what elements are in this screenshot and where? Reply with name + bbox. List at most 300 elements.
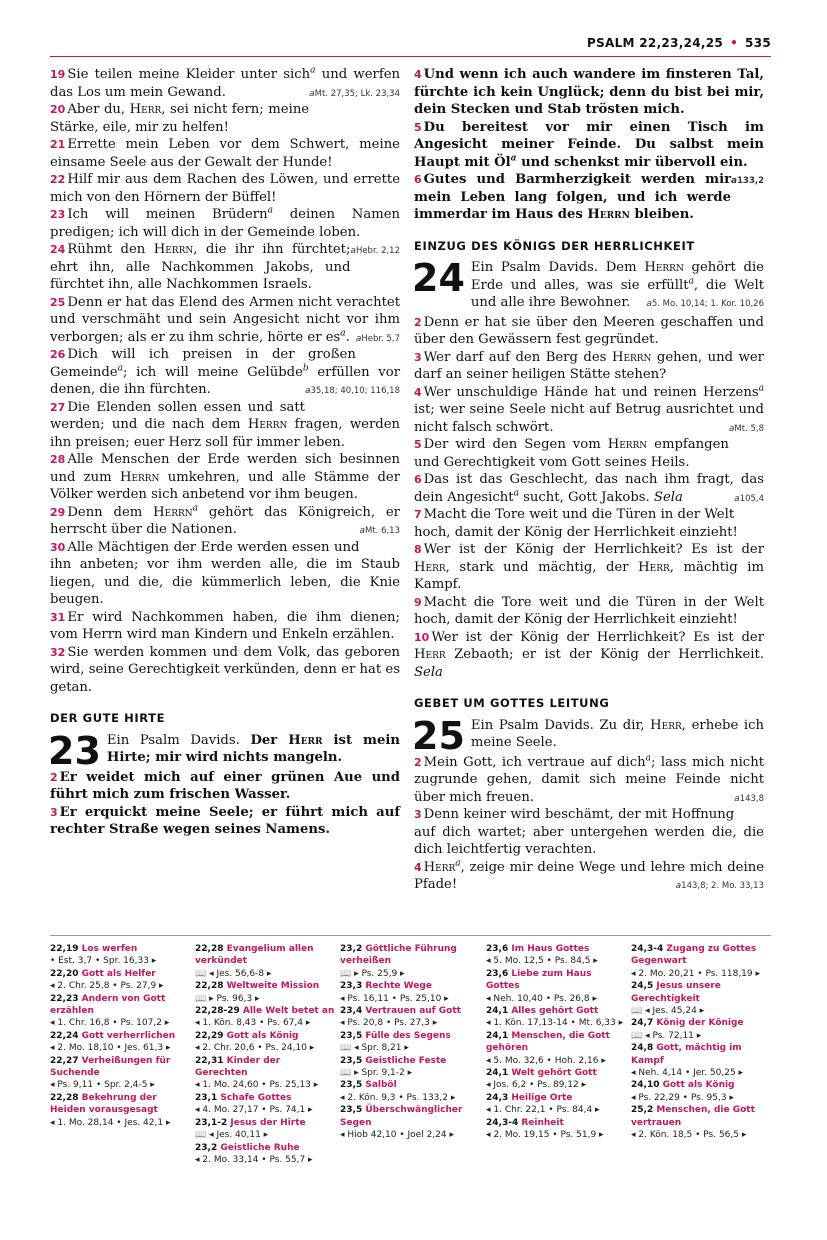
footnote-marker: a — [267, 205, 273, 216]
footnote-rule — [50, 935, 771, 936]
footnote-reference: 24,1 — [486, 1068, 512, 1079]
psalm-number: 23 — [48, 728, 101, 773]
small-caps-lord: Herrn — [611, 349, 652, 365]
footnote-topic: Fülle des Segens — [365, 1030, 451, 1041]
footnote-reference: 23,6 — [486, 968, 512, 979]
cross-reference: aHebr. 5,7 — [355, 333, 400, 344]
cross-reference-marker: a — [675, 881, 682, 891]
small-caps-lord: Herrn — [153, 504, 193, 520]
psalm-opening: 25 Ein Psalm Davids. Zu dir, Herr, erhebe ich meine Seele. — [412, 713, 764, 758]
footnote-reference: 22,28 — [195, 944, 227, 954]
verse-number: 6 — [414, 173, 422, 186]
footnote-entry — [631, 1042, 771, 1079]
verse: 8 Wer ist der König der Herrlichkeit? Es ist der Herr, stark und mächtig, der Herr, mächtig im Kampf. — [414, 542, 764, 592]
footnote-title — [195, 1117, 335, 1129]
verse: 28 Alle Menschen der Erde werden sich besinnen und zum Herrn umkehren, und alle Stämme der Völker werden sich anbetend vor ihm beugen. — [50, 452, 400, 502]
footnote-marker: a — [340, 328, 346, 339]
footnote-reference: 22,27 — [50, 1055, 82, 1066]
footnote-topic: Alle Welt betet an — [242, 1006, 335, 1017]
footnote-title — [50, 968, 190, 980]
footnote-topic: Liebe zum Haus Gottes — [486, 968, 592, 992]
footnote-marker: a — [688, 276, 694, 287]
verse-number: 7 — [414, 508, 422, 521]
verse: 3 Denn keiner wird beschämt, der mit Hoffnung auf dich wartet; aber untergehen werden die, die dich leichtfertig verachten. — [414, 807, 764, 857]
footnote-topic: Alles gehört Gott — [511, 1006, 599, 1017]
footnote-entry — [486, 943, 626, 968]
verse: 26 Dich will ich preisen in der großen Gemeinde$^a$; ich will meine Gelübde$^b$ erfüllen vor denen, die ihn fürchten. a35,18; 40,10; 116,18 — [50, 346, 400, 399]
footnote-reference: 24,8 — [631, 1043, 657, 1054]
footnote-marker: a — [455, 858, 461, 869]
footnote-topic: Heilige Orte — [511, 1092, 573, 1103]
footnote-reference: 23,4 — [340, 1006, 366, 1017]
cross-reference: aMt. 27,35; Lk. 23,34 — [309, 88, 400, 99]
footnote-topic: Gott als Helfer — [81, 968, 156, 979]
cross-reference: a143,8 — [734, 793, 764, 804]
footnote-crossrefs: 📖 ◂ Ps. 72,11 ▸ — [631, 1030, 702, 1041]
footnote-crossrefs: ◂ 5. Mo. 32,6 • Hoh. 2,16 ▸ — [486, 1055, 606, 1066]
footnote-reference: 24,3 — [486, 1092, 512, 1103]
footnote-entry — [195, 1142, 335, 1167]
footnote-title — [50, 1055, 190, 1080]
footnote-entry — [195, 1005, 335, 1030]
verse-number: 3 — [414, 350, 422, 364]
footnote-topic: Geistliche Feste — [365, 1055, 447, 1066]
footnote-topic: Göttliche Führung verheißen — [340, 944, 457, 967]
verse: 25 Denn er hat das Elend des Armen nicht verachtet und verschmäht und sein Angesicht nicht vor ihm verborgen; als er zu ihm schrie, hörte er es$^a$. aHebr. 5,7 — [50, 294, 400, 347]
footnote-marker: a — [510, 153, 517, 164]
footnote-entry — [631, 943, 771, 980]
footnote-topic: Kinder der Gerechten — [195, 1055, 281, 1079]
small-caps-lord: Herrn — [587, 207, 630, 222]
footnote-topic: Menschen, die Gott vertrauen — [631, 1105, 755, 1128]
footnote-topic: Gott als König — [662, 1080, 735, 1091]
verse-number: 25 — [50, 295, 66, 309]
footnote-crossrefs: ◂ 4. Mo. 27,17 • Ps. 74,1 ▸ — [195, 1105, 313, 1116]
verse: 5 Der wird den Segen vom Herrn empfangen und Gerechtigkeit vom Gott seines Heils. — [414, 437, 729, 470]
footnote-entry — [340, 1079, 480, 1104]
verse-number: 5 — [414, 120, 422, 134]
footnote-reference: 23,6 — [486, 944, 512, 954]
footnote-reference: 24,1 — [486, 1006, 512, 1017]
verse: 19 Sie teilen meine Kleider unter sich$^a$ und werfen das Los um mein Gewand. aMt. 27,35; Lk. 23,34 — [50, 66, 400, 101]
footnote-entry — [50, 1092, 190, 1129]
verse: 23 Ich will meinen Brüdern$^a$ deinen Namen predigen; ich will dich in der Gemeinde loben. aHebr. 2,12 — [50, 206, 400, 241]
cross-reference: aMt. 6,13 — [359, 526, 400, 536]
footnote-crossrefs: 📖 ◂ Spr. 8,21 ▸ — [340, 1043, 409, 1054]
verse: 5 Du bereitest vor mir einen Tisch im Angesicht meiner Feinde. Du salbst mein Haupt mit Öl$^a$ und schenkst mir übervoll ein. a133,2 — [414, 119, 764, 172]
verse: 4 Herr$^a$, zeige mir deine Wege und lehre mich deine Pfade! a143,8; 2. Mo. 33,13 — [414, 859, 764, 894]
footnote-reference: 22,28 — [195, 981, 227, 992]
verse: 24 Rühmt den Herrn, die ihr ihn fürchtet; ehrt ihn, alle Nachkommen Jakobs, und fürchtet ihn, alle Nachkommen Israels. — [50, 242, 351, 292]
footnote-crossrefs: ◂ 1. Kön. 17,13-14 • Mt. 6,33 ▸ — [486, 1018, 624, 1029]
footnote-reference: 23,5 — [340, 1080, 366, 1091]
cross-reference: aHebr. 2,12 — [350, 246, 400, 256]
footnote-topic: Jesus unsere Gerechtigkeit — [631, 981, 721, 1004]
footnote-column — [195, 943, 335, 1166]
verse: 2 Denn er hat sie über den Meeren geschaffen und über den Gewässern fest gegründet. — [414, 314, 764, 347]
verse-number: 24 — [50, 243, 66, 256]
footnote-reference: 24,5 — [631, 981, 657, 992]
psalm-number: 24 — [412, 256, 465, 300]
verse-number: 29 — [50, 505, 66, 519]
footnote-title — [195, 1092, 335, 1104]
footnote-crossrefs: ◂ Neh. 4,14 • Jer. 50,25 ▸ — [631, 1068, 744, 1079]
footnote-title — [631, 980, 771, 1005]
footnote-entry — [486, 1067, 626, 1092]
sela-marker: Sela — [414, 664, 443, 680]
verse: 2 Er weidet mich auf einer grünen Aue und führt mich zum frischen Wasser. — [50, 769, 400, 802]
footnote-crossrefs: ◂ 1. Mo. 28,14 • Jes. 42,1 ▸ — [50, 1117, 171, 1128]
footnote-crossrefs: ◂ Ps. 16,11 • Ps. 25,10 ▸ — [340, 993, 449, 1004]
verse-number: 2 — [50, 770, 58, 784]
footnote-entry — [50, 943, 190, 968]
footnote-title — [340, 1079, 480, 1091]
footnote-entry — [340, 1055, 480, 1080]
footnote-reference: 22,24 — [50, 1030, 82, 1041]
footnote-column — [631, 943, 771, 1142]
verse-number: 5 — [414, 438, 422, 451]
cross-reference: a105,4 — [734, 493, 764, 504]
verse-number: 2 — [414, 315, 422, 329]
footnote-topic: Bekehrung der Heiden vorausgesagt — [50, 1092, 158, 1116]
footnote-entry — [486, 1030, 626, 1067]
footnote-crossrefs: • Est. 3,7 • Spr. 16,33 ▸ — [50, 956, 157, 967]
footnote-crossrefs: ◂ Jos. 6,2 • Ps. 89,12 ▸ — [486, 1080, 587, 1091]
footnote-title — [631, 943, 771, 968]
verse: 29 Denn dem Herrn$^a$ gehört das Königreich, er herrscht über die Nationen. aMt. 6,13 — [50, 504, 400, 539]
footnote-topic: Andern von Gott erzählen — [50, 993, 166, 1017]
footnote-title — [486, 1005, 626, 1017]
footnote-title — [486, 1117, 626, 1129]
footnote-title — [195, 1055, 335, 1080]
running-header — [587, 36, 771, 50]
cross-reference: aMt. 5,8 — [728, 423, 764, 434]
footnote-crossrefs: 📖 ◂ Jes. 56,6-8 ▸ — [195, 968, 272, 979]
footnote-title — [50, 1092, 190, 1117]
verse-number: 8 — [414, 543, 422, 556]
footnote-reference: 22,20 — [50, 968, 82, 979]
footnote-topic: Weltweite Mission — [226, 981, 320, 992]
cross-reference-marker: a — [304, 386, 311, 396]
footnote-topic: Menschen, die Gott gehören — [486, 1030, 610, 1054]
footnote-entry — [631, 1017, 771, 1042]
cross-reference-marker: a — [734, 493, 740, 504]
verse-number: 27 — [50, 400, 66, 414]
footnote-marker: b — [302, 363, 309, 374]
verse-number: 26 — [50, 348, 66, 361]
footnote-reference: 22,19 — [50, 944, 82, 954]
verse-bold: Der Herr ist mein Hirte; mir wird nichts mangeln. — [106, 732, 400, 765]
footnote-topic: König der Könige — [656, 1018, 744, 1029]
footnote-title — [486, 943, 626, 955]
footnote-column — [486, 943, 626, 1142]
footnote-crossrefs: 📖 ▸ Ps. 96,3 ▸ — [195, 993, 260, 1004]
footnote-title — [631, 1017, 771, 1029]
verse-number: 21 — [50, 138, 66, 151]
footnote-entry — [195, 1030, 335, 1055]
footnote-topic: Welt gehört Gott — [511, 1068, 597, 1079]
footnote-crossrefs: ◂ 2. Mo. 19,15 • Ps. 51,9 ▸ — [486, 1130, 604, 1141]
footnote-topic: Los werfen — [81, 944, 138, 954]
footnote-title — [631, 1104, 771, 1129]
footnote-entry — [486, 968, 626, 1005]
small-caps-lord: Herrn — [153, 242, 194, 257]
footnote-topic: Rechte Wege — [365, 981, 432, 992]
footnote-marker: a — [758, 383, 764, 394]
footnote-topic: Gott, mächtig im Kampf — [631, 1043, 742, 1066]
footnote-entry — [340, 1030, 480, 1055]
verse-number: 4 — [414, 860, 422, 874]
cross-reference: a5. Mo. 10,14; 1. Kor. 10,26 — [646, 299, 764, 309]
footnote-reference: 24,3-4 — [631, 944, 667, 954]
footnote-crossrefs: 📖 ▸ Spr. 9,1-2 ▸ — [340, 1068, 413, 1079]
section-heading: DER GUTE HIRTE — [50, 711, 166, 725]
footnote-topic: Gott als König — [226, 1030, 299, 1041]
footnote-title — [486, 1030, 626, 1055]
verse-number: 9 — [414, 595, 422, 609]
footnote-reference: 24,3-4 — [486, 1117, 522, 1128]
footnote-entry — [631, 980, 771, 1017]
verse: 3 Er erquickt meine Seele; er führt mich auf rechter Straße wegen seines Namens. — [50, 804, 400, 837]
footnote-crossrefs: ◂ 1. Chr. 22,1 • Ps. 84,4 ▸ — [486, 1105, 600, 1116]
footnote-crossrefs: ◂ Ps. 22,29 • Ps. 95,3 ▸ — [631, 1092, 734, 1103]
verse-number: 32 — [50, 645, 66, 659]
verse: 22 Hilf mir aus dem Rachen des Löwen, und errette mich von den Hörnern der Büffel! — [50, 172, 400, 205]
footnote-marker: a — [117, 363, 123, 374]
footnote-entry — [195, 1055, 335, 1092]
footnote-crossrefs: ◂ Neh. 10,40 • Ps. 26,8 ▸ — [486, 993, 597, 1004]
cross-reference-marker: a — [731, 176, 738, 186]
footnote-title — [195, 1142, 335, 1154]
footnote-title — [340, 1005, 480, 1017]
verse: 6 Gutes und Barmherzigkeit werden mir mein Leben lang folgen, und ich werde immerdar im Haus des Herrn bleiben. — [414, 172, 732, 222]
footnote-entry — [195, 1117, 335, 1142]
footnote-crossrefs: 📖 ◂ Jes. 40,11 ▸ — [195, 1130, 269, 1141]
footnote-crossrefs: ◂ 2. Mo. 33,14 • Ps. 55,7 ▸ — [195, 1154, 313, 1165]
cross-reference-marker: a — [355, 333, 362, 344]
verse: 4 Und wenn ich auch wandere im finsteren Tal, fürchte ich kein Unglück; denn du bist bei mir, dein Stecken und Stab trösten mich. — [414, 67, 764, 117]
cross-reference-marker: a — [646, 299, 652, 309]
footnote-entry — [486, 1005, 626, 1030]
footnote-topic: Reinheit — [521, 1117, 564, 1128]
verse: 3 Wer darf auf den Berg des Herrn gehen, und wer darf an seiner heiligen Stätte stehen? — [414, 349, 764, 382]
small-caps-lord: Herrn — [644, 260, 684, 275]
section-heading: GEBET UM GOTTES LEITUNG — [414, 696, 610, 710]
footnote-marker: a — [645, 753, 651, 764]
verse-number: 3 — [50, 805, 58, 819]
footnote-crossrefs: ◂ 1. Chr. 16,8 • Ps. 107,2 ▸ — [50, 1018, 170, 1029]
footnote-title — [340, 1055, 480, 1067]
footnote-entry — [195, 1092, 335, 1117]
verse: 30 Alle Mächtigen der Erde werden essen und ihn anbeten; vor ihm werden alle, die im Staub liegen, und die, die kümmerlich leben, die Knie beugen. — [50, 539, 400, 607]
header-rule — [50, 56, 771, 57]
footnote-reference: 23,1-2 — [195, 1117, 231, 1128]
footnote-reference: 23,2 — [340, 944, 366, 954]
footnote-title — [50, 1030, 190, 1042]
footnote-reference: 22,28 — [50, 1092, 82, 1103]
footnote-crossrefs: ◂ Ps. 20,8 • Ps. 27,3 ▸ — [340, 1018, 438, 1029]
verse-number: 4 — [414, 68, 422, 81]
footnote-topic: Evangelium allen verkündet — [195, 944, 314, 967]
footnote-marker: a — [513, 488, 519, 499]
verse: 6 Das ist das Geschlecht, das nach ihm fragt, das dein Angesicht$^a$ sucht, Gott Jakobs. Sela a105,4 — [414, 471, 764, 506]
verse-number: 31 — [50, 610, 66, 624]
small-caps-lord: Herrn — [607, 437, 648, 452]
footnote-title — [631, 1042, 771, 1067]
verse-number: 4 — [414, 385, 422, 399]
cross-reference: a133,2 — [731, 176, 764, 186]
footnote-title — [486, 1092, 626, 1104]
verse: 10 Wer ist der König der Herrlichkeit? Es ist der Herr Zebaoth; er ist der König der Herrlichkeit. Sela — [414, 629, 764, 680]
psalm-opening: 23 Ein Psalm Davids. Der Herr ist mein Hirte; mir wird nichts mangeln. — [48, 728, 400, 773]
cross-reference: a35,18; 40,10; 116,18 — [304, 386, 400, 396]
verse: 7 Macht die Tore weit und die Türen in der Welt hoch, damit der König der Herrlichkeit einzieht! — [414, 507, 738, 540]
footnote-reference: 25,2 — [631, 1105, 657, 1116]
cross-reference-marker: a — [309, 88, 315, 99]
page-number: 535 — [745, 36, 771, 50]
footnote-topic: Im Haus Gottes — [511, 944, 590, 954]
verse-number: 6 — [414, 473, 422, 486]
footnote-title — [195, 1005, 335, 1017]
small-caps-lord: Herr — [423, 859, 456, 875]
left-column — [50, 66, 400, 839]
footnote-reference: 23,3 — [340, 981, 366, 992]
small-caps-lord: Herr — [650, 717, 682, 733]
footnote-reference: 22,31 — [195, 1055, 227, 1066]
footnote-title — [486, 1067, 626, 1079]
verse-number: 3 — [414, 808, 422, 821]
small-caps-lord: Herr — [414, 647, 446, 662]
verse: 20 Aber du, Herr, sei nicht fern; meine Stärke, eile, mir zu helfen! — [50, 102, 310, 135]
footnote-crossrefs: ◂ 2. Chr. 20,6 • Ps. 24,10 ▸ — [195, 1043, 315, 1054]
cross-reference-marker: a — [359, 526, 365, 536]
verse: 4 Wer unschuldige Hände hat und reinen Herzens$^a$ ist; wer seine Seele nicht auf Betrug ausrichtet und nicht falsch schwört. aMt. 5,8 — [414, 384, 764, 437]
verse: 31 Er wird Nachkommen haben, die ihm dienen; vom Herrn wird man Kindern und Enkeln erzählen. — [50, 609, 400, 642]
footnote-entry — [50, 993, 190, 1030]
footnote-crossrefs: ◂ 2. Mo. 18,10 • Jes. 61,3 ▸ — [50, 1043, 171, 1054]
verse-number: 20 — [50, 103, 66, 116]
footnote-topic: Überschwänglicher Segen — [340, 1105, 463, 1128]
footnote-topic: Salböl — [365, 1080, 397, 1091]
footnote-title — [631, 1079, 771, 1091]
footnote-entry — [631, 1104, 771, 1141]
small-caps-lord: Herr — [129, 102, 162, 117]
footnote-entry — [486, 1117, 626, 1142]
cross-reference-marker: a — [728, 423, 735, 434]
footnote-marker: a — [192, 503, 199, 514]
footnote-entry — [50, 968, 190, 993]
footnote-crossrefs: ◂ 2. Kön. 9,3 • Ps. 133,2 ▸ — [340, 1092, 456, 1103]
footnote-title — [195, 980, 335, 992]
footnote-title — [50, 993, 190, 1018]
psalm-opening: 24 Ein Psalm Davids. Dem Herrn gehört die Erde und alles, was sie erfüllt$^a$, die Welt und alle ihre Bewohner. a5. Mo. 10,14; 1. Kor. 10,26 — [414, 259, 764, 312]
footnote-entry — [340, 1005, 480, 1030]
verse-number: 2 — [414, 755, 422, 769]
footnote-crossrefs: 📖 ▸ Ps. 25,9 ▸ — [340, 968, 405, 979]
footnote-reference: 24,10 — [631, 1080, 663, 1091]
footnote-entry — [195, 980, 335, 1005]
footnote-topic: Verheißungen für Suchende — [50, 1055, 171, 1079]
footnote-reference: 23,1 — [195, 1092, 221, 1103]
header-bullet: • — [730, 36, 739, 50]
footnote-crossrefs: ◂ Ps. 9,11 • Spr. 2,4-5 ▸ — [50, 1080, 155, 1091]
footnote-reference: 23,2 — [195, 1142, 221, 1153]
footnote-title — [50, 943, 190, 955]
footnote-topic: Gott verherrlichen — [81, 1030, 176, 1041]
footnote-column — [50, 943, 190, 1129]
small-caps-lord: Herrn — [247, 417, 288, 432]
small-caps-lord: Herr — [288, 732, 323, 748]
footnote-reference: 23,5 — [340, 1030, 366, 1041]
footnote-title — [340, 980, 480, 992]
verse: 9 Macht die Tore weit und die Türen in der Welt hoch, damit der König der Herrlichkeit einzieht! — [414, 594, 764, 627]
cross-reference-marker: a — [350, 246, 356, 256]
small-caps-lord: Herr — [638, 559, 670, 575]
footnote-entry — [50, 1055, 190, 1092]
footnote-crossrefs: 📖 ◂ Jes. 45,24 ▸ — [631, 1006, 705, 1017]
footnote-column — [340, 943, 480, 1142]
verse: 21 Errette mein Leben vor dem Schwert, meine einsame Seele aus der Gewalt der Hunde! — [50, 137, 400, 170]
running-title: PSALM 22,23,24,25 — [586, 36, 724, 50]
footnote-entry — [340, 943, 480, 980]
footnote-reference: 22,23 — [50, 993, 82, 1004]
verse-number: 22 — [50, 173, 66, 186]
footnote-topic: Schafe Gottes — [220, 1092, 292, 1103]
footnote-crossrefs: ◂ Hiob 42,10 • Joel 2,24 ▸ — [340, 1130, 454, 1141]
small-caps-lord: Herrn — [119, 469, 160, 485]
footnote-reference: 24,1 — [486, 1030, 512, 1041]
footnote-title — [340, 1104, 480, 1129]
cross-reference-marker: a — [734, 793, 740, 804]
footnote-reference: 23,5 — [340, 1055, 366, 1066]
psalm-number: 25 — [412, 713, 465, 758]
verse-number: 23 — [50, 208, 66, 221]
footnote-entry — [631, 1079, 771, 1104]
footnote-topic: Zugang zu Gottes Gegenwart — [631, 944, 757, 967]
section-heading: EINZUG DES KÖNIGS DER HERRLICHKEIT — [414, 238, 695, 253]
footnote-crossrefs: ◂ 2. Kön. 18,5 • Ps. 56,5 ▸ — [631, 1130, 747, 1141]
verse: 27 Die Elenden sollen essen und satt werden; und die nach dem Herrn fragen, werden ihn preisen; euer Herz soll für immer leben. — [50, 399, 401, 450]
footnote-crossrefs: ◂ 5. Mo. 12,5 • Ps. 84,5 ▸ — [486, 956, 598, 967]
footnote-title — [486, 968, 626, 993]
footnote-title — [340, 1030, 480, 1042]
cross-reference: a143,8; 2. Mo. 33,13 — [675, 881, 764, 891]
footnote-marker: a — [310, 65, 316, 76]
footnote-crossrefs: ◂ 2. Chr. 25,8 • Ps. 27,9 ▸ — [50, 981, 164, 992]
footnote-entry — [340, 980, 480, 1005]
verse: 32 Sie werden kommen und dem Volk, das geboren wird, seine Gerechtigkeit verkünden, denn er hat es getan. — [50, 644, 400, 695]
footnote-reference: 22,29 — [195, 1030, 227, 1041]
footnote-title — [195, 1030, 335, 1042]
footnote-reference: 22,28-29 — [195, 1006, 243, 1017]
footnote-crossrefs: ◂ 2. Mo. 20,21 • Ps. 118,19 ▸ — [631, 968, 761, 979]
verse-number: 30 — [50, 540, 66, 554]
verse: 2 Mein Gott, ich vertraue auf dich$^a$; lass mich nicht zugrunde gehen, damit sich meine Feinde nicht über mich freuen. a143,8 — [414, 754, 764, 807]
footnote-title — [195, 943, 335, 968]
footnote-topic: Vertrauen auf Gott — [365, 1006, 461, 1017]
footnote-entry — [486, 1092, 626, 1117]
verse-number: 19 — [50, 68, 66, 81]
footnote-crossrefs: ◂ 1. Mo. 24,60 • Ps. 25,13 ▸ — [195, 1080, 319, 1091]
footnote-entry — [195, 943, 335, 980]
verse-number: 28 — [50, 453, 66, 466]
right-column — [414, 66, 764, 896]
footnote-entry — [50, 1030, 190, 1055]
footnote-title — [340, 943, 480, 968]
footnote-topic: Jesus der Hirte — [230, 1117, 306, 1128]
footnote-reference: 23,5 — [340, 1105, 366, 1116]
footnote-crossrefs: ◂ 1. Kön. 8,43 • Ps. 67,4 ▸ — [195, 1018, 311, 1029]
